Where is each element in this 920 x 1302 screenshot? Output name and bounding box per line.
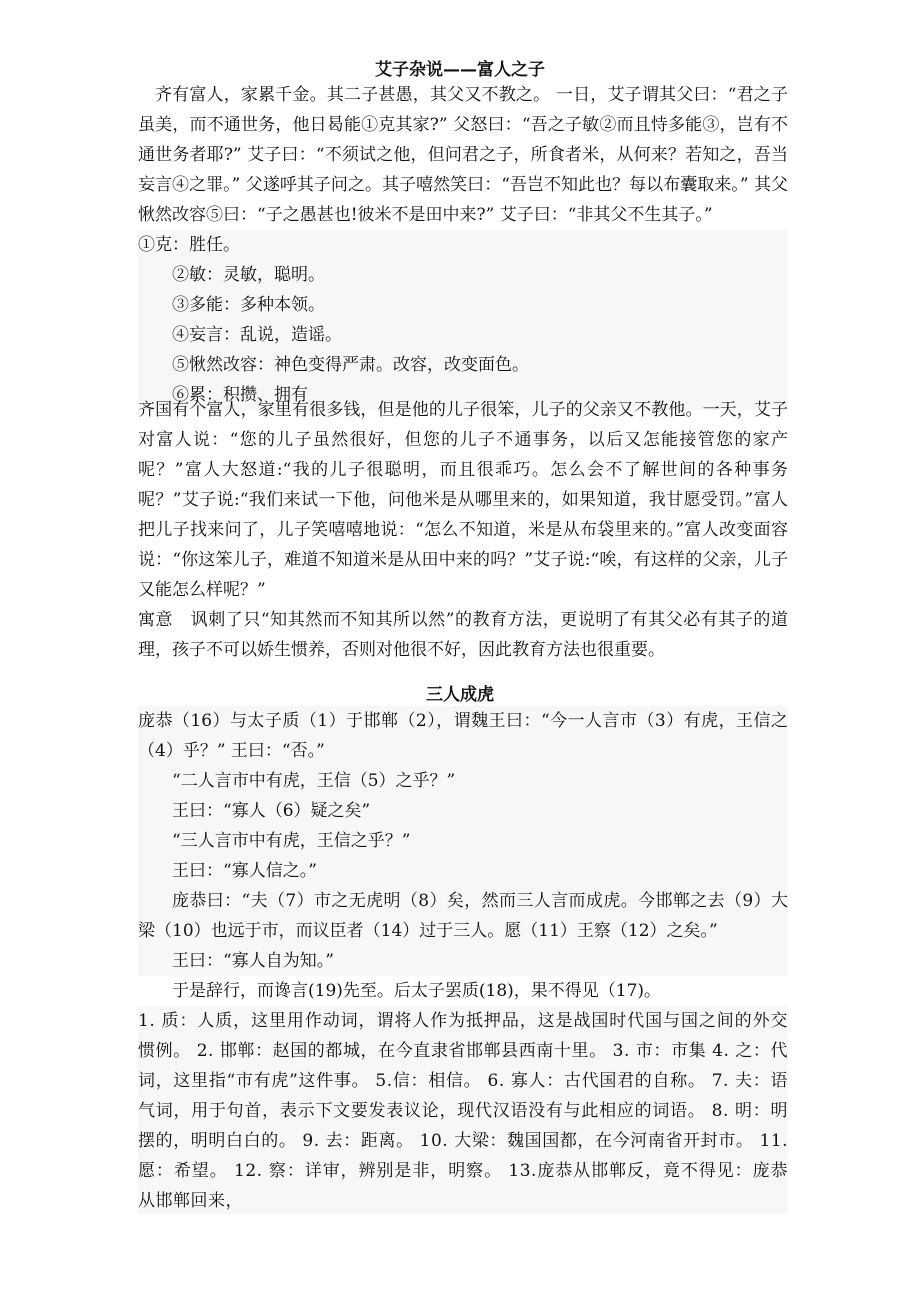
story1-translation-block — [138, 395, 788, 665]
story2-line: “二人言市中有虎，王信（5）之乎？” — [172, 771, 456, 791]
story2-body — [138, 706, 788, 976]
story1-title: 艾子杂说——富人之子 — [375, 60, 545, 80]
story1-body — [138, 80, 788, 230]
story2-line: “三人言市中有虎，王信之乎？” — [172, 831, 411, 851]
story1-moral: 寓意 讽刺了只“知其然而不知其所以然”的教育方法，更说明了有其父必有其子的道理，孩子不可以娇生惯养，否则对他很不好，因此教育方法也很重要。 — [138, 610, 788, 660]
note-item: ④妄言：乱说，造谣。 — [172, 325, 342, 345]
note-item: ①克：胜任。 — [138, 235, 240, 255]
story2-title: 三人成虎 — [426, 685, 494, 705]
story2-line: 王曰：“寡人信之。” — [172, 861, 317, 881]
story1-notes — [138, 230, 788, 410]
story1-text: 齐有富人，家累千金。其二子甚愚，其父又不教之。 一日，艾子谓其父曰：“君之子虽美，而不通世务，他日曷能①克其家?” 父怒曰：“吾之子敏②而且恃多能③，岂有不通世务者耶?” 艾子曰：“不须试之他，但问君之子，所食者米，从何来？若知之，吾当妄言④之罪。” 父遂呼其子问之。其子嘻然笑曰：“吾岂不知此也？每以布囊取来。” 其父愀然改容⑤曰：“子之愚甚也!彼米不是田中来?” 艾子曰：“非其父不生其子。” — [138, 85, 788, 225]
story2-notes-text: 1. 质：人质，这里用作动词，谓将人作为抵押品，这是战国时代国与国之间的外交惯例。 2. 邯郸：赵国的都城，在今直隶省邯郸县西南十里。 3. 市：市集 4. 之：代词，这里指“市有虎”这件事。 5.信：相信。 6. 寡人：古代国君的自称。 7. 夫：语气词，用于句首，表示下文要发表议论，现代汉语没有与此相应的词语。 8. 明：明摆的，明明白白的。 9. 去：距离。 10. 大梁：魏国国都，在今河南省开封市。 11. 愿：希望。 12. 察：详审，辨别是非，明察。 13.庞恭从邯郸反，竟不得见：庞恭从邯郸回来， — [138, 1011, 788, 1211]
note-item: ⑥累：积攒、拥有 — [172, 385, 308, 405]
story2-notes — [138, 1006, 788, 1214]
story2-line: 王曰：“寡人（6）疑之矣” — [172, 801, 371, 821]
story1-translation: 齐国有个富人，家里有很多钱，但是他的儿子很笨，儿子的父亲又不教他。一天，艾子对富人说：“您的儿子虽然很好，但您的儿子不通事务，以后又怎能接管您的家产呢？”富人大怒道:“我的儿子很聪明，而且很乖巧。怎么会不了解世间的各种事务呢？”艾子说:“我们来试一下他，问他米是从哪里来的，如果知道，我甘愿受罚。”富人把儿子找来问了，儿子笑嘻嘻地说：“怎么不知道，米是从布袋里来的。”富人改变面容说：“你这笨儿子，难道不知道米是从田中来的吗？”艾子说:“唉，有这样的父亲，儿子又能怎么样呢？” — [138, 400, 788, 600]
story2-line: 庞恭（16）与太子质（1）于邯郸（2），谓魏王曰：“今一人言市（3）有虎，王信之（4）乎？” 王曰：“否。” — [138, 711, 788, 761]
story2-line: 庞恭曰：“夫（7）市之无虎明（8）矣，然而三人言而成虎。今邯郸之去（9）大梁（10）也远于市，而议臣者（14）过于三人。愿（11）王察（12）之矣。” — [138, 891, 788, 941]
story2-ending — [138, 976, 788, 1006]
story2-line: 王曰：“寡人自为知。” — [172, 951, 334, 971]
note-item: ⑤愀然改容：神色变得严肃。改容，改变面色。 — [172, 355, 529, 375]
story2-line: 于是辞行，而谗言(19)先至。后太子罢质(18)，果不得见（17)。 — [172, 981, 662, 1001]
note-item: ②敏：灵敏，聪明。 — [172, 265, 325, 285]
note-item: ③多能：多种本领。 — [172, 295, 325, 315]
